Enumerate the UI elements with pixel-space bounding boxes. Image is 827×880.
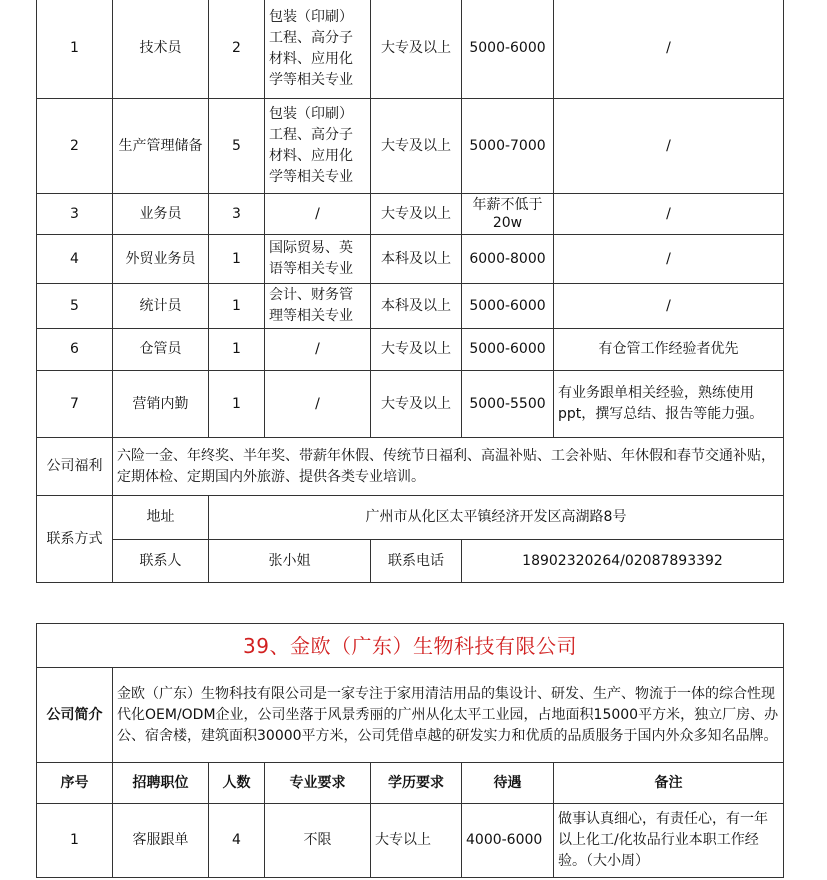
row-number: 1 xyxy=(37,804,113,878)
benefits-text: 六险一金、年终奖、半年奖、带薪年休假、传统节日福利、高温补贴、工会补贴、年休假和春节交通补贴，定期体检、定期国内外旅游、提供各类专业培训。 xyxy=(113,438,784,496)
table-row xyxy=(37,371,784,438)
salary: 5000-6000 xyxy=(462,0,554,99)
row-number: 5 xyxy=(37,284,113,329)
head-count: 4 xyxy=(209,804,265,878)
contact-label: 联系方式 xyxy=(37,496,113,583)
major-requirement: 会计、财务管理等相关专业 xyxy=(265,284,371,329)
table-row xyxy=(37,235,784,284)
remark: / xyxy=(554,99,784,194)
table-header-row xyxy=(37,763,784,804)
address-value: 广州市从化区太平镇经济开发区高湖路8号 xyxy=(209,496,784,540)
salary: 5000-6000 xyxy=(462,329,554,371)
salary: 4000-6000 xyxy=(462,804,554,878)
remark: / xyxy=(554,194,784,235)
table-row xyxy=(37,329,784,371)
contact-person-label: 联系人 xyxy=(113,540,209,583)
job-table-jinou-company xyxy=(36,623,784,878)
major-requirement: / xyxy=(265,194,371,235)
education-requirement: 大专以上 xyxy=(371,804,462,878)
major-requirement: / xyxy=(265,329,371,371)
education-requirement: 本科及以上 xyxy=(371,235,462,284)
education-requirement: 大专及以上 xyxy=(371,99,462,194)
header-no: 序号 xyxy=(37,763,113,804)
header-remark: 备注 xyxy=(554,763,784,804)
remark: 有仓管工作经验者优先 xyxy=(554,329,784,371)
contact-address-row xyxy=(37,496,784,540)
table-row xyxy=(37,194,784,235)
phone-label: 联系电话 xyxy=(371,540,462,583)
remark: / xyxy=(554,284,784,329)
row-number: 2 xyxy=(37,99,113,194)
intro-label: 公司简介 xyxy=(37,668,113,763)
major-requirement: 不限 xyxy=(265,804,371,878)
table-row xyxy=(37,99,784,194)
job-position: 仓管员 xyxy=(113,329,209,371)
company-title-row xyxy=(37,624,784,668)
head-count: 1 xyxy=(209,284,265,329)
header-count: 人数 xyxy=(209,763,265,804)
major-requirement: 包装（印刷）工程、高分子材料、应用化学等相关专业 xyxy=(265,99,371,194)
contact-person-value: 张小姐 xyxy=(209,540,371,583)
row-number: 6 xyxy=(37,329,113,371)
contact-person-row xyxy=(37,540,784,583)
head-count: 5 xyxy=(209,99,265,194)
head-count: 1 xyxy=(209,235,265,284)
major-requirement: / xyxy=(265,371,371,438)
salary: 5000-6000 xyxy=(462,284,554,329)
job-position: 营销内勤 xyxy=(113,371,209,438)
header-salary: 待遇 xyxy=(462,763,554,804)
table-row xyxy=(37,284,784,329)
company-intro-row xyxy=(37,668,784,763)
education-requirement: 大专及以上 xyxy=(371,0,462,99)
salary: 5000-5500 xyxy=(462,371,554,438)
head-count: 1 xyxy=(209,371,265,438)
job-position: 业务员 xyxy=(113,194,209,235)
major-requirement: 国际贸易、英语等相关专业 xyxy=(265,235,371,284)
education-requirement: 本科及以上 xyxy=(371,284,462,329)
education-requirement: 大专及以上 xyxy=(371,371,462,438)
salary: 6000-8000 xyxy=(462,235,554,284)
remark: 做事认真细心，有责任心，有一年以上化工/化妆品行业本职工作经验。（大小周） xyxy=(554,804,784,878)
row-number: 4 xyxy=(37,235,113,284)
benefits-label: 公司福利 xyxy=(37,438,113,496)
remark: / xyxy=(554,235,784,284)
row-number: 7 xyxy=(37,371,113,438)
education-requirement: 大专及以上 xyxy=(371,194,462,235)
header-education: 学历要求 xyxy=(371,763,462,804)
job-table-previous-company xyxy=(36,0,784,583)
company-title: 39、金欧（广东）生物科技有限公司 xyxy=(37,624,784,668)
job-position: 客服跟单 xyxy=(113,804,209,878)
head-count: 2 xyxy=(209,0,265,99)
header-position: 招聘职位 xyxy=(113,763,209,804)
job-position: 生产管理储备 xyxy=(113,99,209,194)
head-count: 3 xyxy=(209,194,265,235)
job-position: 技术员 xyxy=(113,0,209,99)
row-number: 1 xyxy=(37,0,113,99)
salary: 5000-7000 xyxy=(462,99,554,194)
job-position: 统计员 xyxy=(113,284,209,329)
job-position: 外贸业务员 xyxy=(113,235,209,284)
head-count: 1 xyxy=(209,329,265,371)
intro-text: 金欧（广东）生物科技有限公司是一家专注于家用清洁用品的集设计、研发、生产、物流于一体的综合性现代化OEM/ODM企业，公司坐落于风景秀丽的广州从化太平工业园，占地面积15000平方米，独立厂房、办公、宿舍楼，建筑面积30000平方米，公司凭借卓越的研发实力和优质的品质服务于国内外众多知名品牌。 xyxy=(113,668,784,763)
remark: / xyxy=(554,0,784,99)
education-requirement: 大专及以上 xyxy=(371,329,462,371)
remark: 有业务跟单相关经验，熟练使用ppt，撰写总结、报告等能力强。 xyxy=(554,371,784,438)
salary: 年薪不低于20w xyxy=(462,194,554,235)
major-requirement: 包装（印刷）工程、高分子材料、应用化学等相关专业 xyxy=(265,0,371,99)
header-major: 专业要求 xyxy=(265,763,371,804)
benefits-row xyxy=(37,438,784,496)
address-label: 地址 xyxy=(113,496,209,540)
table-row xyxy=(37,0,784,99)
table-row xyxy=(37,804,784,878)
row-number: 3 xyxy=(37,194,113,235)
phone-value: 18902320264/02087893392 xyxy=(462,540,784,583)
